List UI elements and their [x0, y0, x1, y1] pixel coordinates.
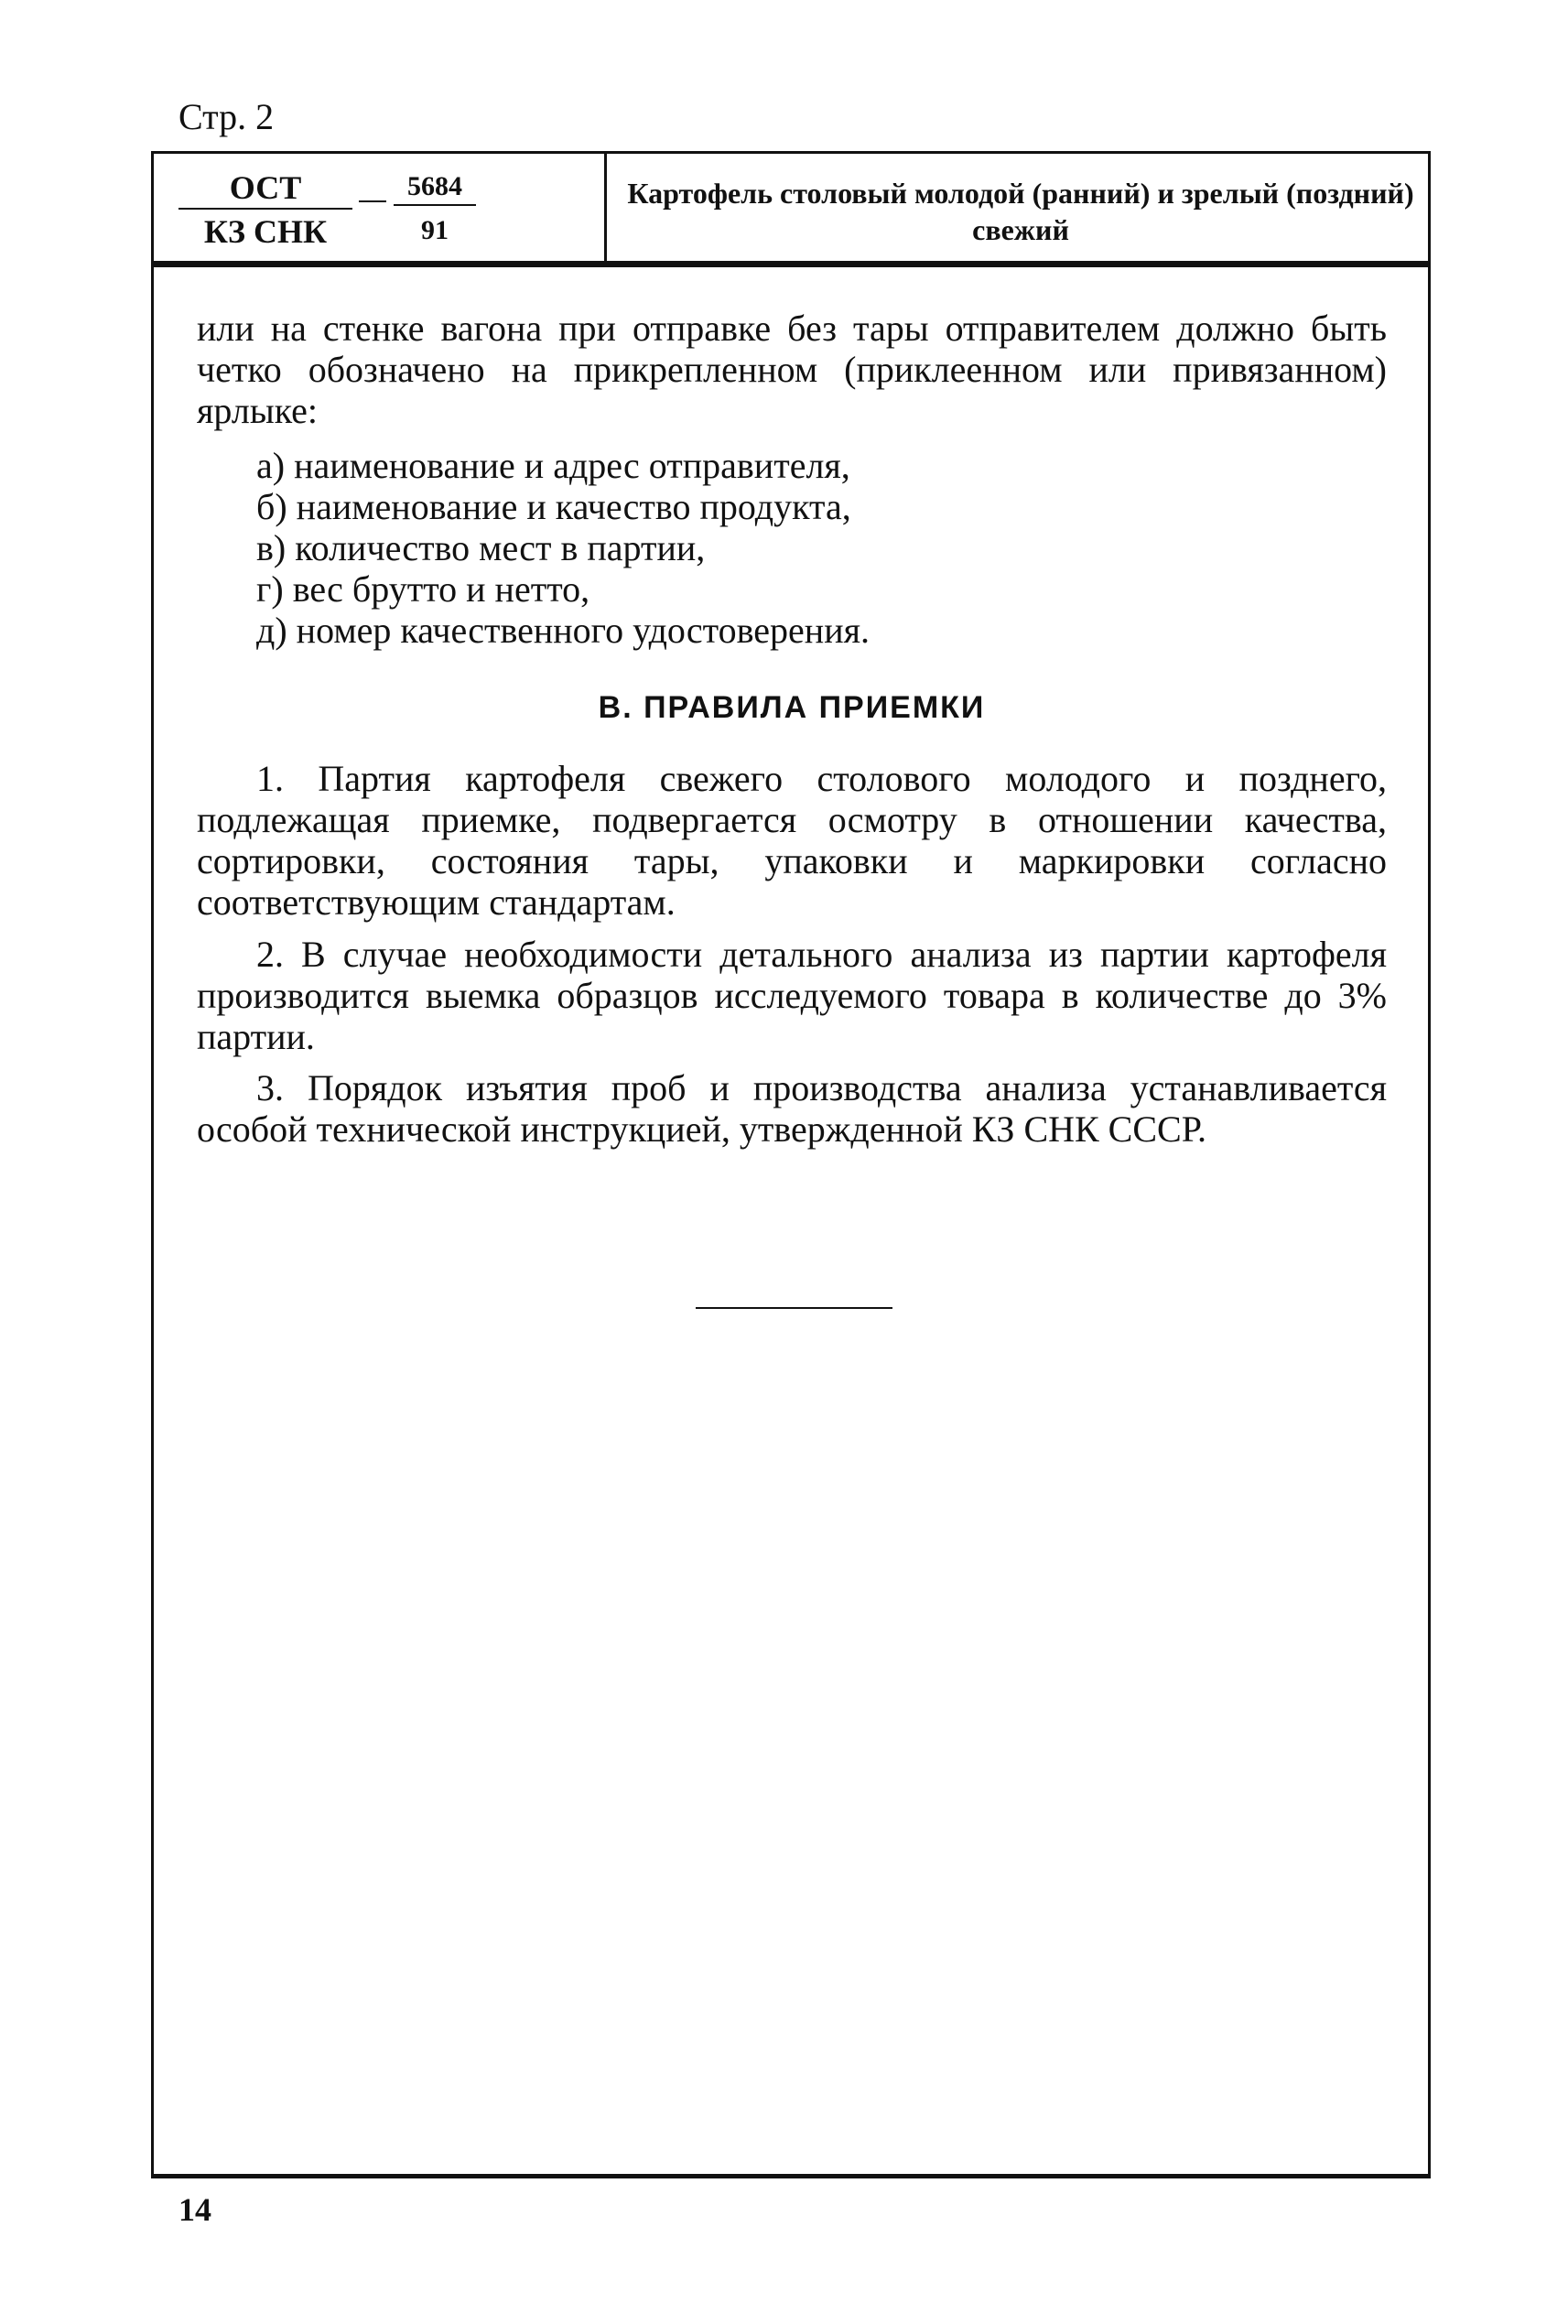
- document-header: [151, 151, 1431, 267]
- section-title: В. ПРАВИЛА ПРИЕМКИ: [598, 690, 986, 725]
- end-rule: [696, 1307, 892, 1309]
- standard-denominator: КЗ СНК: [203, 213, 328, 250]
- document-title: Картофель столовый молодой (ранний) и зрелый (поздний) свежий: [627, 177, 1414, 246]
- list-item: б) наименование и качество продукта,: [256, 486, 851, 527]
- page-label: Стр. 2: [178, 96, 275, 137]
- label-requirements-list: [256, 445, 870, 651]
- standard-designation: [178, 171, 517, 255]
- list-item: д) номер качественного удостоверения.: [256, 610, 870, 651]
- standard-numerator: ОСТ: [178, 171, 352, 210]
- list-item: а) наименование и адрес отправителя,: [256, 445, 850, 486]
- standard-dash: [359, 200, 386, 202]
- standard-number-denominator: 91: [421, 215, 449, 245]
- list-item: в) количество мест в партии,: [256, 527, 706, 568]
- paragraph-3: 3. Порядок изъятия проб и производства анализа устанавливается особой технической инструкцией, утвержденной КЗ СНК СССР.: [197, 1067, 1387, 1150]
- list-item: г) вес брутто и нетто,: [256, 568, 590, 610]
- paragraph-2: 2. В случае необходимости детального анализа из партии картофеля производится выемка образцов исследуемого товара в количестве до 3% партии.: [197, 934, 1387, 1057]
- standard-number-numerator: 5684: [394, 173, 476, 206]
- header-divider: [604, 151, 607, 261]
- intro-paragraph: или на стенке вагона при отправке без тары отправителем должно быть четко обозначено на прикрепленном (приклеенном или привязанном) ярлыке:: [197, 308, 1387, 431]
- footer-page-number: 14: [178, 2191, 211, 2228]
- paragraph-1: 1. Партия картофеля свежего столового молодого и позднего, подлежащая приемке, подвергается осмотру в отношении качества, сортировки, состояния тары, упаковки и маркировки согласно соответствующим стандартам.: [197, 758, 1387, 923]
